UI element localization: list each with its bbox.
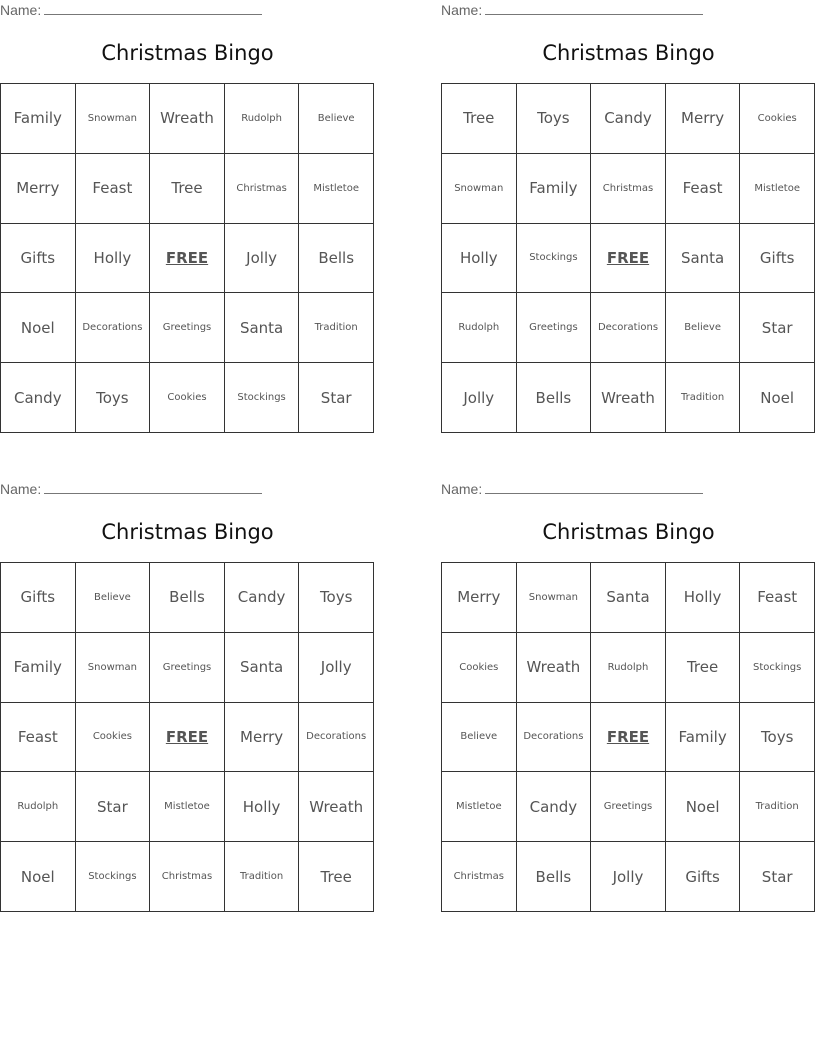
bingo-cell: Toys (299, 563, 374, 633)
name-field[interactable] (441, 2, 703, 18)
bingo-cell: Wreath (591, 363, 666, 433)
bingo-cell: Stockings (517, 224, 592, 294)
bingo-cell: Family (666, 703, 741, 773)
name-label: Name: (441, 2, 483, 18)
bingo-cell: Decorations (591, 293, 666, 363)
bingo-cell: Tree (150, 154, 225, 224)
bingo-cell: Bells (517, 363, 592, 433)
bingo-cell: Candy (517, 772, 592, 842)
bingo-grid (0, 83, 374, 433)
bingo-cell: Merry (442, 563, 517, 633)
free-space-cell: FREE (150, 703, 225, 773)
bingo-cell: Believe (666, 293, 741, 363)
name-label: Name: (441, 481, 483, 497)
name-label: Name: (0, 481, 42, 497)
bingo-cell: Bells (517, 842, 592, 912)
bingo-cell: Merry (225, 703, 300, 773)
bingo-cell: Holly (225, 772, 300, 842)
bingo-cell: Toys (740, 703, 815, 773)
bingo-cell: Candy (591, 84, 666, 154)
name-blank-line[interactable] (44, 481, 262, 494)
bingo-cell: Believe (299, 84, 374, 154)
bingo-cell: Noel (1, 293, 76, 363)
bingo-cell: Christmas (225, 154, 300, 224)
bingo-cell: Stockings (225, 363, 300, 433)
bingo-cell: Star (740, 842, 815, 912)
bingo-cell: Tradition (225, 842, 300, 912)
bingo-cell: Noel (1, 842, 76, 912)
bingo-cell: Christmas (591, 154, 666, 224)
bingo-cell: Stockings (740, 633, 815, 703)
bingo-cell: Noel (666, 772, 741, 842)
bingo-cell: Rudolph (225, 84, 300, 154)
bingo-cell: Family (517, 154, 592, 224)
bingo-cell: Santa (225, 293, 300, 363)
bingo-cell: Decorations (517, 703, 592, 773)
bingo-cell: Wreath (299, 772, 374, 842)
bingo-grid (441, 562, 815, 912)
bingo-cell: Christmas (442, 842, 517, 912)
bingo-cell: Tree (442, 84, 517, 154)
bingo-cell: Greetings (150, 293, 225, 363)
bingo-cell: Tree (666, 633, 741, 703)
bingo-cell: Toys (517, 84, 592, 154)
bingo-cell: Jolly (225, 224, 300, 294)
bingo-cell: Cookies (76, 703, 151, 773)
bingo-cell: Candy (225, 563, 300, 633)
bingo-cell: Mistletoe (299, 154, 374, 224)
bingo-cell: Feast (666, 154, 741, 224)
bingo-cell: Gifts (1, 563, 76, 633)
bingo-cell: Jolly (299, 633, 374, 703)
bingo-card-3 (0, 479, 375, 914)
name-field[interactable] (441, 481, 703, 497)
bingo-cell: Cookies (740, 84, 815, 154)
bingo-card-1 (0, 0, 375, 435)
bingo-cell: Gifts (740, 224, 815, 294)
bingo-cell: Merry (666, 84, 741, 154)
bingo-grid (0, 562, 374, 912)
bingo-cell: Santa (225, 633, 300, 703)
bingo-cell: Bells (299, 224, 374, 294)
free-space-cell: FREE (150, 224, 225, 294)
bingo-cell: Rudolph (1, 772, 76, 842)
bingo-cell: Believe (76, 563, 151, 633)
bingo-cell: Bells (150, 563, 225, 633)
bingo-cell: Stockings (76, 842, 151, 912)
bingo-cell: Noel (740, 363, 815, 433)
bingo-cell: Greetings (591, 772, 666, 842)
bingo-cell: Greetings (150, 633, 225, 703)
name-field[interactable] (0, 2, 262, 18)
bingo-cell: Jolly (591, 842, 666, 912)
bingo-cell: Feast (76, 154, 151, 224)
bingo-cell: Gifts (666, 842, 741, 912)
bingo-cell: Mistletoe (740, 154, 815, 224)
bingo-cell: Tradition (666, 363, 741, 433)
bingo-cell: Holly (76, 224, 151, 294)
bingo-cell: Tradition (740, 772, 815, 842)
bingo-cell: Rudolph (442, 293, 517, 363)
bingo-cell: Rudolph (591, 633, 666, 703)
bingo-cell: Believe (442, 703, 517, 773)
bingo-cell: Holly (666, 563, 741, 633)
bingo-cell: Santa (591, 563, 666, 633)
card-title: Christmas Bingo (542, 41, 715, 65)
bingo-cell: Feast (1, 703, 76, 773)
bingo-card-2 (441, 0, 816, 435)
bingo-cell: Snowman (442, 154, 517, 224)
name-field[interactable] (0, 481, 262, 497)
bingo-cell: Jolly (442, 363, 517, 433)
name-blank-line[interactable] (44, 2, 262, 15)
bingo-cell: Snowman (517, 563, 592, 633)
card-title: Christmas Bingo (542, 520, 715, 544)
bingo-cell: Decorations (299, 703, 374, 773)
bingo-cell: Wreath (517, 633, 592, 703)
bingo-cell: Family (1, 84, 76, 154)
bingo-cell: Cookies (442, 633, 517, 703)
bingo-card-4 (441, 479, 816, 914)
bingo-cell: Mistletoe (150, 772, 225, 842)
bingo-cell: Candy (1, 363, 76, 433)
bingo-cell: Merry (1, 154, 76, 224)
bingo-cell: Star (740, 293, 815, 363)
name-blank-line[interactable] (485, 2, 703, 15)
bingo-cell: Star (299, 363, 374, 433)
bingo-cell: Star (76, 772, 151, 842)
bingo-cell: Tradition (299, 293, 374, 363)
bingo-cell: Tree (299, 842, 374, 912)
bingo-cell: Family (1, 633, 76, 703)
bingo-cell: Snowman (76, 84, 151, 154)
card-title: Christmas Bingo (101, 520, 274, 544)
bingo-cell: Mistletoe (442, 772, 517, 842)
bingo-grid (441, 83, 815, 433)
bingo-cell: Feast (740, 563, 815, 633)
bingo-cell: Toys (76, 363, 151, 433)
name-blank-line[interactable] (485, 481, 703, 494)
bingo-cell: Greetings (517, 293, 592, 363)
bingo-cell: Wreath (150, 84, 225, 154)
bingo-cell: Holly (442, 224, 517, 294)
name-label: Name: (0, 2, 42, 18)
bingo-cell: Decorations (76, 293, 151, 363)
bingo-cell: Christmas (150, 842, 225, 912)
bingo-cell: Cookies (150, 363, 225, 433)
free-space-cell: FREE (591, 703, 666, 773)
bingo-cell: Snowman (76, 633, 151, 703)
card-title: Christmas Bingo (101, 41, 274, 65)
bingo-cell: Santa (666, 224, 741, 294)
free-space-cell: FREE (591, 224, 666, 294)
bingo-cell: Gifts (1, 224, 76, 294)
